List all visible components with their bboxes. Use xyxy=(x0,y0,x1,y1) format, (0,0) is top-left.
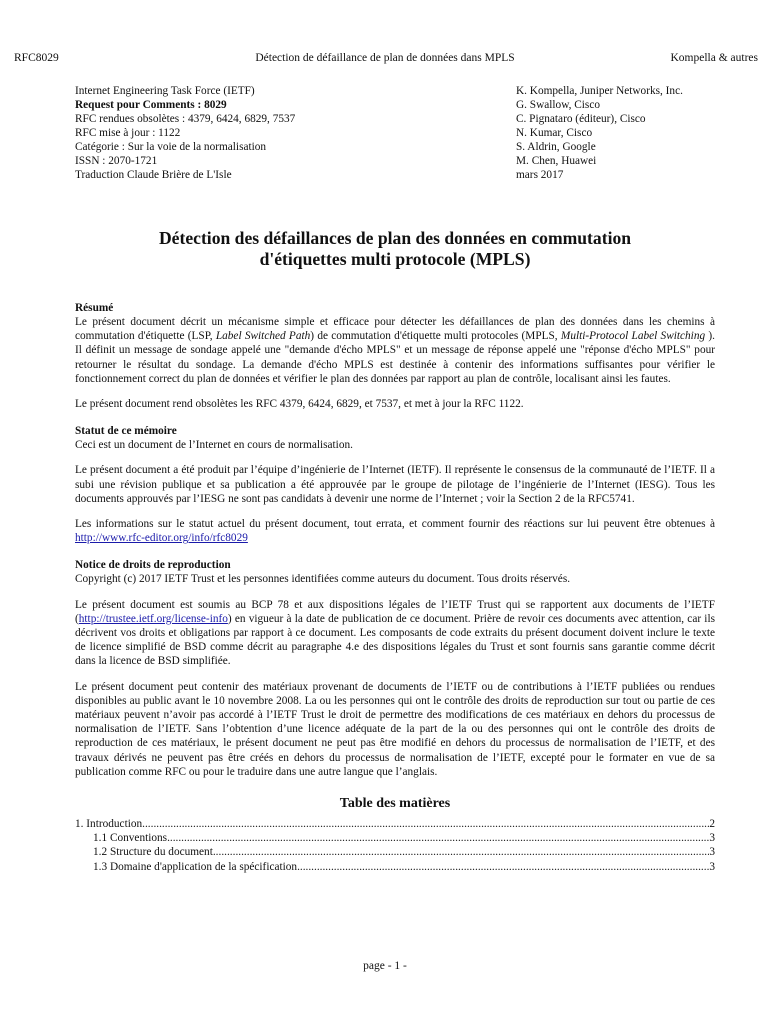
license-info-link[interactable]: http://trustee.ietf.org/license-info xyxy=(78,612,228,625)
status-paragraph: Le présent document a été produit par l’équipe d’ingénierie de l’Internet (IETF). Il représente le consensus de la communauté de l’IETF. Il a subi une révision publique et sa publication a été approuvée par le groupe de pilotage de l’ingénierie de l’Internet (IESG). Tous les documents approuvés par l’IESG ne sont pas candidats à devenir une norme de l’Internet ; voir la Section 2 de la RFC5741. xyxy=(75,464,715,505)
author-list xyxy=(516,84,683,182)
meta-category: Catégorie : Sur la voie de la normalisation xyxy=(75,141,267,153)
meta-updates: RFC mise à jour : 1122 xyxy=(75,127,181,139)
header-doc-title: Détection de défaillance de plan de données dans MPLS xyxy=(255,52,515,64)
meta-obsoletes: RFC rendues obsolètes : 4379, 6424, 6829, 7537 xyxy=(75,113,296,125)
abstract-heading: Résumé xyxy=(75,302,114,314)
copyright-paragraph: Copyright (c) 2017 IETF Trust et les personnes identifiées comme auteurs du document. Tous droits réservés. xyxy=(75,573,571,586)
meta-rfc-number: Request pour Comments : 8029 xyxy=(75,99,227,111)
author-item: C. Pignataro (éditeur), Cisco xyxy=(516,113,646,125)
author-item: G. Swallow, Cisco xyxy=(516,99,600,111)
page-number: page - 1 - xyxy=(363,960,407,972)
status-heading: Statut de ce mémoire xyxy=(75,425,177,438)
toc-item-scope[interactable]: 1.3 Domaine d'application de la spécification ..... 3 xyxy=(75,860,715,874)
toc-item-structure[interactable]: 1.2 Structure du document ..... 3 xyxy=(75,845,715,859)
abstract-obsoletes-paragraph: Le présent document rend obsolètes les RFC 4379, 6424, 6829, et 7537, et met à jour la RFC 1122. xyxy=(75,398,524,411)
copyright-paragraph: Le présent document peut contenir des matériaux provenant de documents de l’IETF ou de contributions à l’IETF publiées ou rendues disponibles au public avant le 10 novembre 2008. La ou les personnes qui ont le contrôle des droits de reproduction sur tout ou partie de ces matériaux peuvent n’avoir pas accordé à l’IETF Trust le droit de permettre des modifications de ces matériaux en dehors du processus de normalisation de l’IETF. Sans l’obtention d’une licence adéquate de la part de la ou des personnes qui ont le contrôle des droits de reproduction de ces matériaux, le présent document ne peut pas être modifié en dehors du processus de normalisation de l’IETF, et des travaux dérivés ne peuvent pas être créés en dehors du processus de normalisation de l’IETF, excepté pour le formater en vue de sa publication comme RFC ou pour le traduire dans une autre langue que l’anglais. xyxy=(75,680,715,778)
copyright-paragraph: Le présent document est soumis au BCP 78 et aux dispositions légales de l’IETF Trust qui se rapportent aux documents de l’IETF (http://trustee.ietf.org/license-info) en vigueur à la date de publication de ce document. Prière de revoir ces documents avec attention, car ils décrivent vos droits et obligations par rapport à ce document. Les composants de code extraits du présent document doivent inclure le texte de licence simplifié de BSD comme décrit au paragraphe 4.e des dispositions légales du Trust et sont fournis sans garantie comme décrit dans la licence de BSD simplifiée. xyxy=(75,598,715,668)
abstract-paragraph: Le présent document décrit un mécanisme simple et efficace pour détecter les défaillances de plan des données dans les chemins à commutation d'étiquette (LSP, Label Switched Path) de commutation d'étiquette multi protocoles (MPLS, Multi-Protocol Label Switching ). Il définit un message de sondage appelé une "demande d'écho MPLS" et un message de réponse appelé une "réponse d'écho MPLS" pour retourner le résultat du sondage. La demande d'écho MPLS est destinée à contenir des informations suffisantes pour vérifier le fonctionnement correct du plan de données et vérifier le plan des données par rapport au plan de contrôle, localisant ainsi les fautes. xyxy=(75,316,715,385)
publication-date: mars 2017 xyxy=(516,169,564,181)
title-line-2: d'étiquettes multi protocole (MPLS) xyxy=(259,249,531,269)
header-authors: Kompella & autres xyxy=(670,52,758,64)
header-rfc-number: RFC8029 xyxy=(14,52,59,64)
status-paragraph: Ceci est un document de l’Internet en cours de normalisation. xyxy=(75,439,353,452)
author-item: M. Chen, Huawei xyxy=(516,155,597,167)
meta-organization: Internet Engineering Task Force (IETF) xyxy=(75,85,255,97)
table-of-contents xyxy=(75,817,715,874)
author-item: S. Aldrin, Google xyxy=(516,141,596,153)
meta-issn: ISSN : 2070-1721 xyxy=(75,155,158,167)
document-metadata xyxy=(75,84,295,182)
toc-heading: Table des matières xyxy=(339,796,451,812)
rfc-editor-link[interactable]: http://www.rfc-editor.org/info/rfc8029 xyxy=(75,532,248,545)
toc-item-conventions[interactable]: 1.1 Conventions ..... 3 xyxy=(75,831,715,845)
author-item: N. Kumar, Cisco xyxy=(516,127,593,139)
author-item: K. Kompella, Juniper Networks, Inc. xyxy=(516,85,683,97)
title-line-1: Détection des défaillances de plan des données en commutation xyxy=(158,228,632,248)
meta-translation: Traduction Claude Brière de L'Isle xyxy=(75,169,232,181)
document-body xyxy=(75,301,715,874)
page-title xyxy=(75,228,715,270)
status-paragraph: Les informations sur le statut actuel du présent document, tout errata, et comment fournir des réactions sur lui peuvent être obtenues à http://www.rfc-editor.org/info/rfc8029 xyxy=(75,518,715,545)
toc-item-introduction[interactable]: 1. Introduction ..... 2 xyxy=(75,817,715,831)
copyright-heading: Notice de droits de reproduction xyxy=(75,559,231,572)
